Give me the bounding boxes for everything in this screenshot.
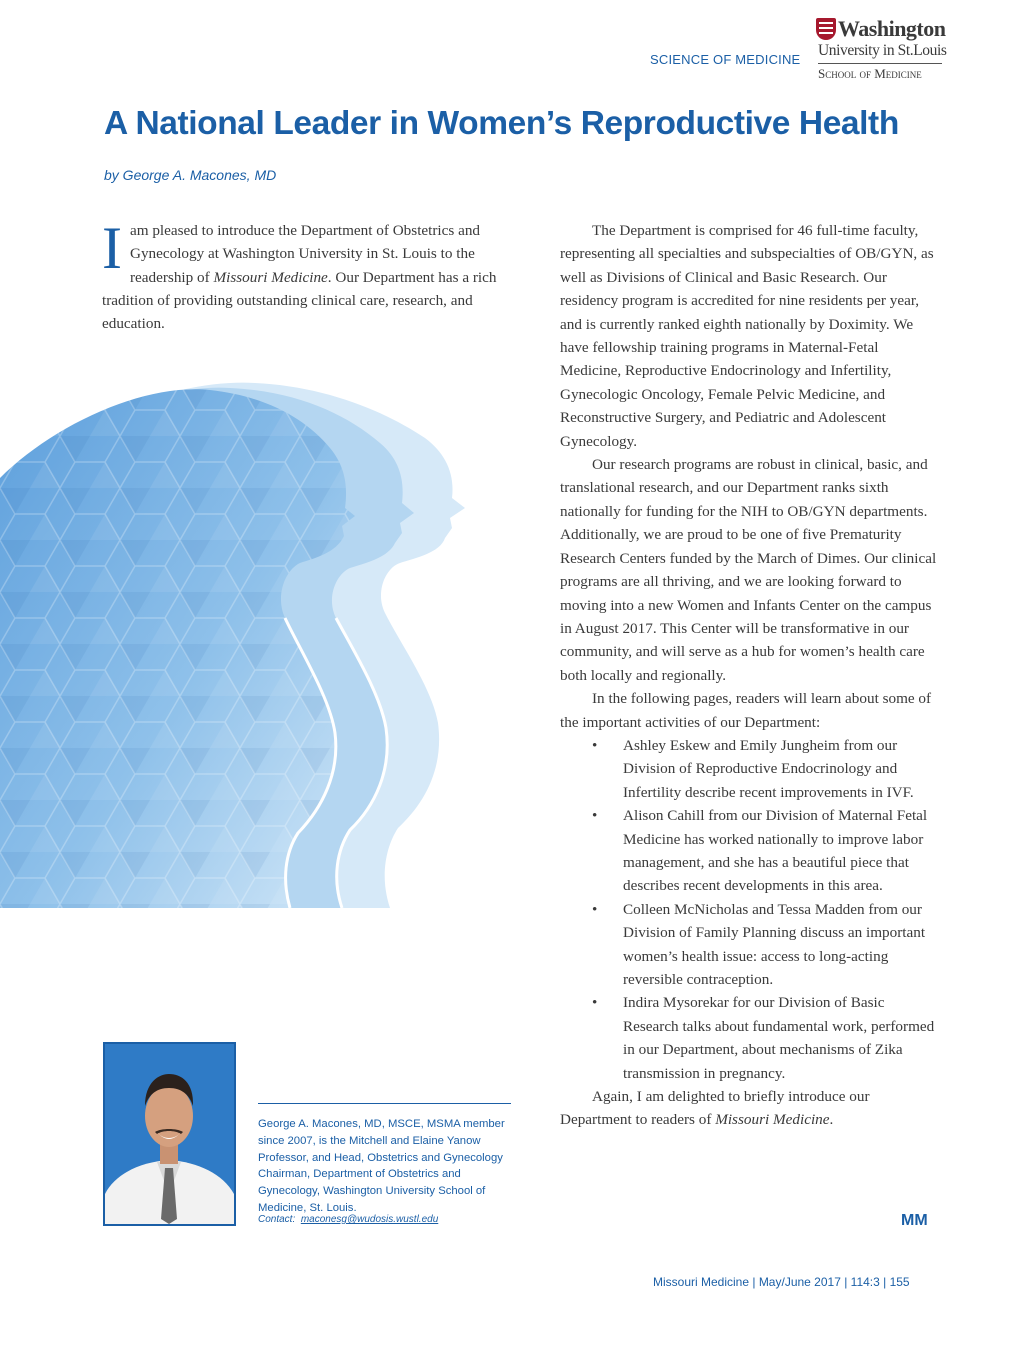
journal-name: Missouri Medicine <box>213 268 328 286</box>
bio-divider <box>258 1103 511 1104</box>
logo-line-1: Washington <box>838 16 946 41</box>
contact-label: Contact: <box>258 1214 296 1225</box>
logo-divider <box>818 63 942 64</box>
page-footer: Missouri Medicine | May/June 2017 | 114:3 | 155 <box>653 1275 910 1289</box>
author-contact <box>258 1214 438 1225</box>
end-mark: MM <box>901 1212 928 1229</box>
section-label: SCIENCE OF MEDICINE <box>650 52 801 67</box>
journal-name: Missouri Medicine <box>715 1111 830 1129</box>
body-paragraph: In the following pages, readers will learn about some of the important activities of our Department: <box>560 690 932 731</box>
list-item: • Indira Mysorekar for our Division of Basic Research talks about fundamental work, performed in our Department, about mechanisms of Zika transmission in pregnancy. <box>560 991 938 1085</box>
activities-list <box>560 734 938 1085</box>
intro-paragraph <box>102 215 504 335</box>
closing-paragraph: Again, I am delighted to briefly introduce our Department to readers of Missouri Medicine. <box>560 1088 870 1129</box>
shield-icon <box>816 18 836 40</box>
author-portrait-icon <box>105 1044 234 1224</box>
logo-line-2: University in St.Louis <box>818 42 947 59</box>
main-column <box>560 219 938 1132</box>
article-title: A National Leader in Women’s Reproductive Health <box>104 105 899 142</box>
university-logo <box>816 16 946 82</box>
article-byline: by George A. Macones, MD <box>104 167 277 183</box>
list-item: • Ashley Eskew and Emily Jungheim from our Division of Reproductive Endocrinology and Infertility describe recent improvements in IVF. <box>560 734 938 804</box>
author-bio: George A. Macones, MD, MSCE, MSMA member since 2007, is the Mitchell and Elaine Yanow Professor, and Head, Obstetrics and Gynecology Chairman, Department of Obstetrics and Gynecology, Washington University School of Medicine, St. Louis. <box>258 1118 505 1214</box>
body-paragraph: Our research programs are robust in clinical, basic, and translational research, and our Department ranks sixth nationally for funding for the NIH to OB/GYN departments. Additionally, we are proud to be one of five Prematurity Research Centers funded by the March of Dimes. Our clinical programs are all thriving, and we are looking forward to moving into a new Women and Infants Center on the campus in August 2017. This Center will be transformative in our community, and will serve as a hub for women’s health care both locally and regionally. <box>560 456 937 684</box>
logo-line-3: School of Medicine <box>818 66 922 81</box>
list-item: • Alison Cahill from our Division of Maternal Fetal Medicine has worked nationally to improve labor management, and she has a beautiful piece that describes recent developments in this area. <box>560 804 938 898</box>
list-item: • Colleen McNicholas and Tessa Madden from our Division of Family Planning discuss an important women’s health issue: access to long-acting reversible contraception. <box>560 898 938 992</box>
bullet-icon: • <box>592 736 598 754</box>
bullet-icon: • <box>592 994 598 1012</box>
contact-email-link[interactable]: maconesg@wudosis.wustl.edu <box>300 1214 439 1225</box>
author-photo <box>103 1042 236 1226</box>
drop-cap: I <box>102 215 122 281</box>
intro-text: am pleased to introduce the Department of Obstetrics and Gynecology at Washington University in St. Louis to the readership of <box>129 222 481 286</box>
bullet-icon: • <box>592 807 598 825</box>
bullet-icon: • <box>592 900 598 918</box>
intro-text-end: . Our Department has a rich tradition of providing outstanding clinical care, research, and education. <box>102 268 497 333</box>
women-silhouette-illustration <box>0 358 545 908</box>
body-paragraph: The Department is comprised for 46 full-time faculty, representing all specialties and subspecialties of OB/GYN, as well as Divisions of Clinical and Basic Research. Our residency program is accredited for nine residents per year, and is currently ranked eighth nationally by Doximity. We have fellowship training programs in Maternal-Fetal Medicine, Reproductive Endocrinology and Infertility, Gynecologic Oncology, Female Pelvic Medicine, and Reconstructive Surgery, and Pediatric and Adolescent Gynecology. <box>560 222 934 450</box>
